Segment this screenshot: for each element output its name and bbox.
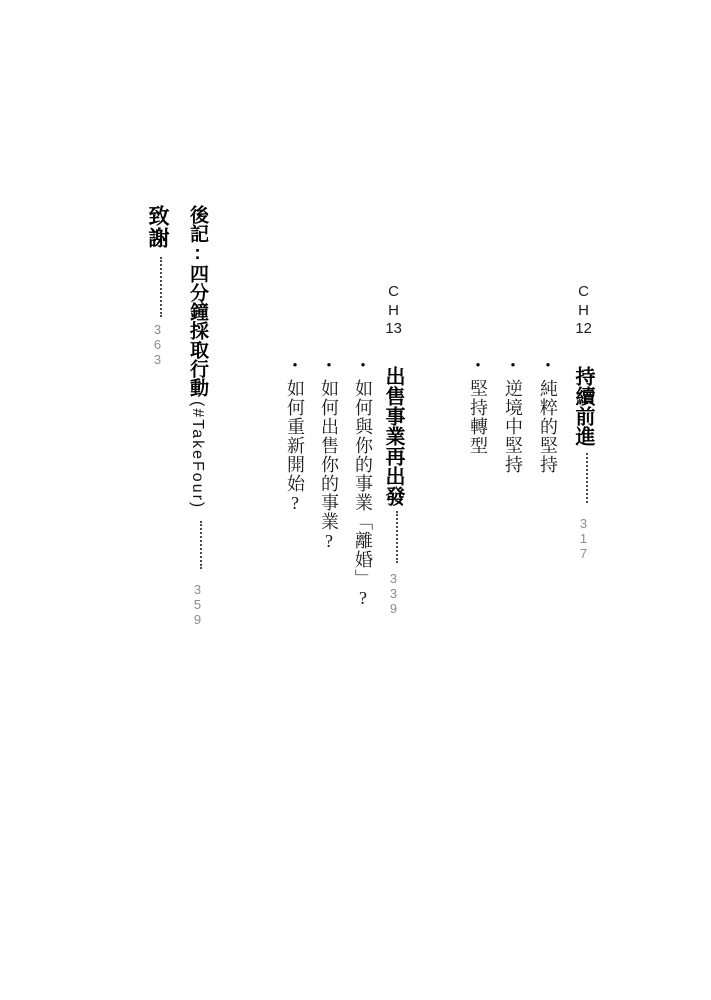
page-number: 339 [386,571,401,616]
toc-entry-acknowledgments [144,205,170,367]
bullet-text: 如何出售你的事業? [319,379,339,552]
toc-entry-postscript [184,205,210,627]
bullet-icon: • [540,358,556,374]
postscript-title: 後記:四分鐘採取行動 [187,205,208,397]
chapter-label-ch12 [575,283,592,336]
dotted-leader [396,511,398,563]
bullet-text: 純粹的堅持 [538,379,558,474]
toc-bullet-item [317,358,341,552]
toc-bullet-item [536,358,560,474]
chapter-label-ch13 [385,283,402,336]
dotted-leader [160,257,162,317]
bullet-text: 堅持轉型 [468,379,488,455]
bullet-icon: • [505,358,521,374]
chapter-number: 12 [575,321,592,336]
bullet-icon: • [287,358,303,374]
bullet-icon: • [321,358,337,374]
bullet-icon: • [470,358,486,374]
chapter-number: 13 [385,321,402,336]
chapter-prefix-text: CH [575,283,592,321]
bullet-text: 如何重新開始? [285,379,305,514]
chapter-title: 出售事業再出發 [382,366,404,506]
acknowledgments-title: 致謝 [146,205,169,249]
page-number: 359 [190,582,205,628]
bullet-text: 逆境中堅持 [503,379,523,474]
toc-bullet-item [283,358,307,514]
toc-entry-ch12 [571,283,595,561]
toc-bullet-item [501,358,525,474]
chapter-title: 持續前進 [572,366,594,446]
page-number: 363 [150,322,165,367]
dotted-leader [586,453,588,503]
toc-entry-ch13 [381,283,405,616]
postscript-subtitle: (#TakeFour) [189,401,206,510]
dotted-leader [200,521,202,569]
chapter-prefix-text: CH [385,283,402,321]
toc-bullet-item [466,358,490,455]
toc-bullet-item [351,358,375,609]
bullet-text: 如何與你的事業「離婚」? [353,379,373,609]
page-number: 317 [576,516,591,561]
bullet-icon: • [355,358,371,374]
